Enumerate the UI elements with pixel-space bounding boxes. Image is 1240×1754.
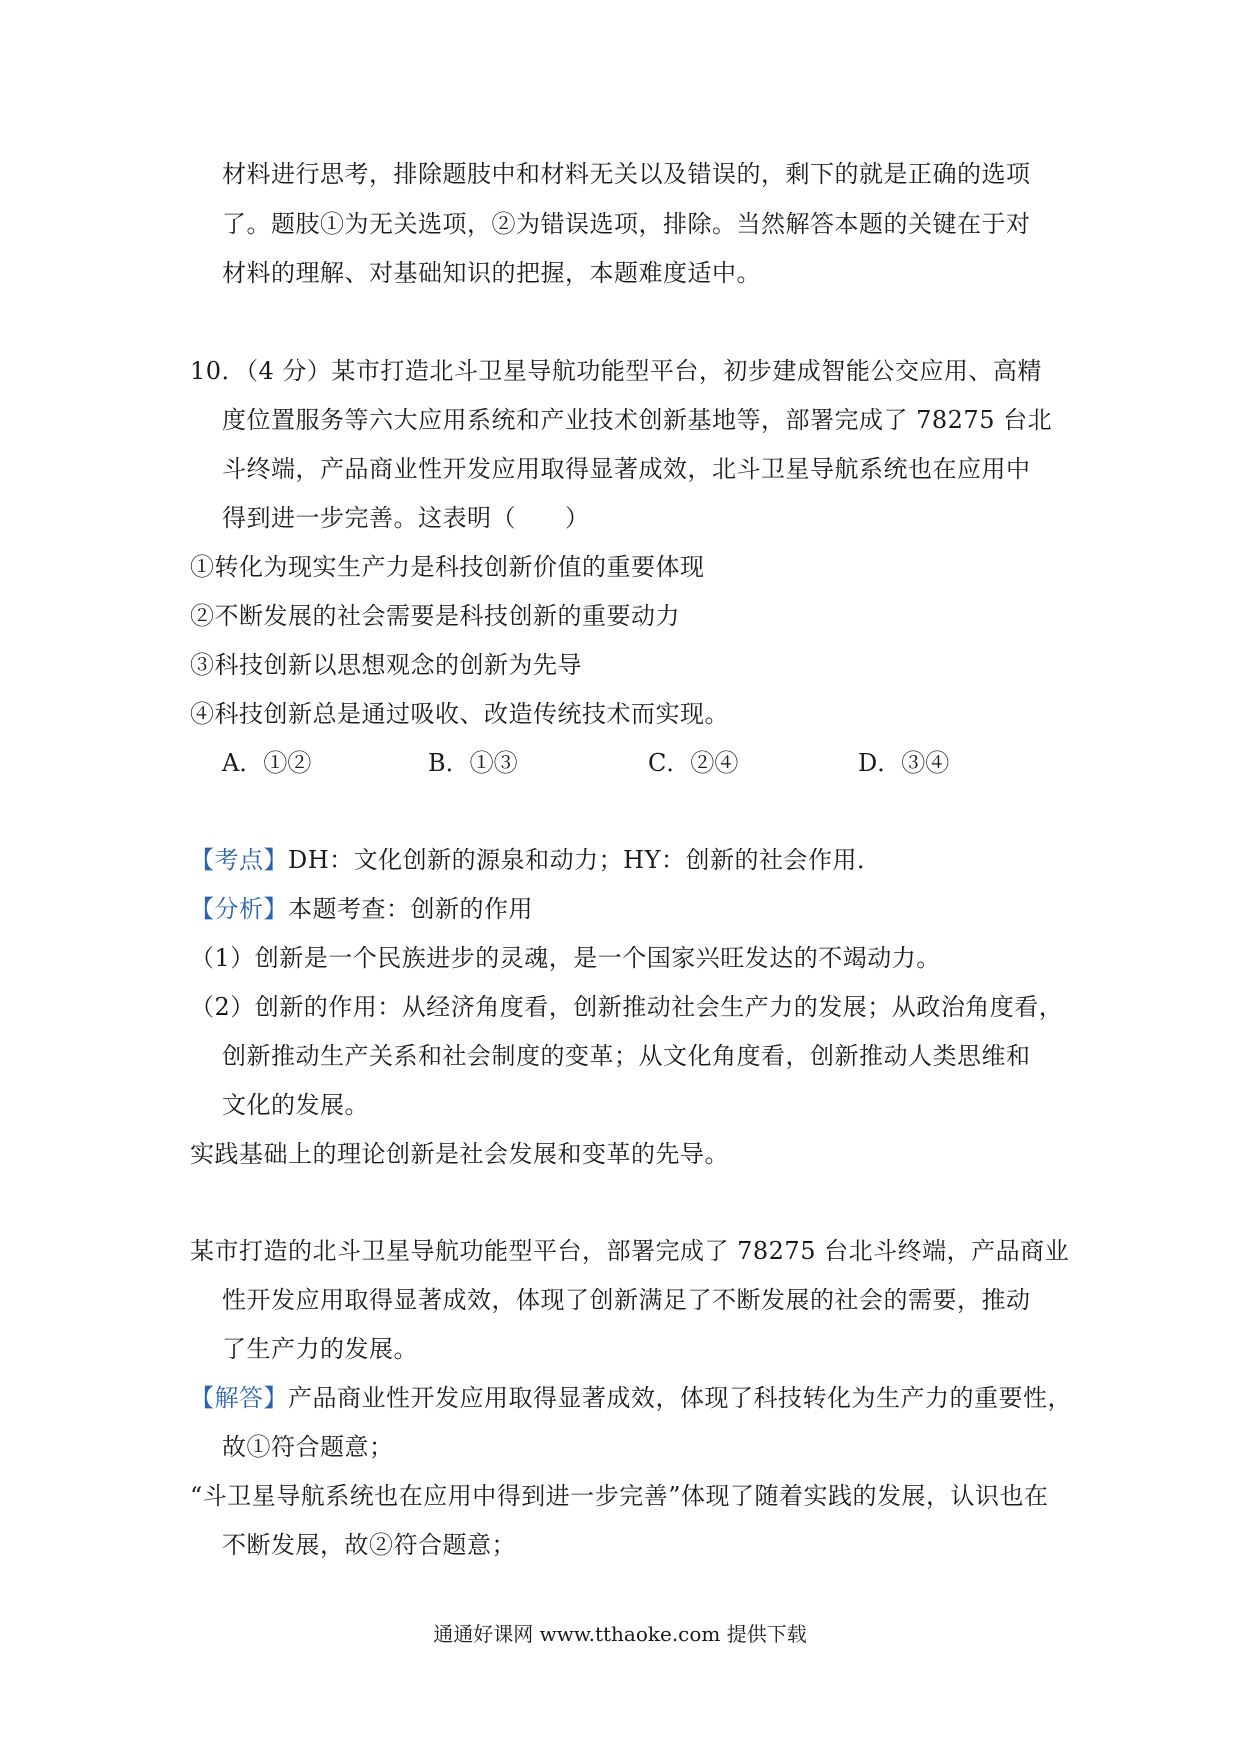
- material-line: 某市打造的北斗卫星导航功能型平台，部署完成了 78275 台北斗终端，产品商业: [190, 1237, 1070, 1265]
- fenxi-tag: 【分析】: [190, 895, 288, 923]
- kaodian-text: DH：文化创新的源泉和动力；HY：创新的社会作用．: [288, 846, 882, 874]
- intro-line: 了。题肢①为无关选项，②为错误选项，排除。当然解答本题的关键在于对: [222, 210, 1031, 238]
- jieda-detail: “斗卫星导航系统也在应用中得到进一步完善”体现了随着实践的发展，认识也在: [190, 1482, 1049, 1510]
- kaodian-line: [190, 844, 881, 876]
- fenxi-detail: 文化的发展。: [222, 1091, 369, 1119]
- question-line: 斗终端，产品商业性开发应用取得显著成效，北斗卫星导航系统也在应用中: [222, 455, 1031, 483]
- jieda-line: [190, 1382, 1072, 1414]
- page-footer: 通通好课网 www.tthaoke.com 提供下载: [433, 1622, 807, 1646]
- question-line: 度位置服务等六大应用系统和产业技术创新基地等，部署完成了 78275 台北: [222, 406, 1053, 434]
- jieda-text: 产品商业性开发应用取得显著成效，体现了科技转化为生产力的重要性，: [288, 1384, 1072, 1412]
- fenxi-text: 本题考查：创新的作用: [288, 895, 533, 923]
- intro-line: 材料进行思考，排除题肢中和材料无关以及错误的，剩下的就是正确的选项: [222, 160, 1031, 188]
- jieda-tag: 【解答】: [190, 1384, 288, 1412]
- statement-item: ④科技创新总是通过吸收、改造传统技术而实现。: [190, 700, 729, 728]
- fenxi-detail: 实践基础上的理论创新是社会发展和变革的先导。: [190, 1140, 729, 1168]
- fenxi-detail: （1）创新是一个民族进步的灵魂，是一个国家兴旺发达的不竭动力。: [190, 944, 941, 972]
- option-a: A．①②: [222, 749, 312, 777]
- option-b: B．①③: [428, 749, 518, 777]
- statement-item: ③科技创新以思想观念的创新为先导: [190, 651, 582, 679]
- question-line: 得到进一步完善。这表明（ ）: [222, 504, 590, 532]
- option-c: C．②④: [648, 749, 739, 777]
- kaodian-tag: 【考点】: [190, 846, 288, 874]
- material-line: 了生产力的发展。: [222, 1335, 418, 1363]
- statement-item: ①转化为现实生产力是科技创新价值的重要体现: [190, 553, 705, 581]
- fenxi-line: [190, 893, 533, 925]
- intro-line: 材料的理解、对基础知识的把握，本题难度适中。: [222, 259, 761, 287]
- jieda-detail: 不断发展，故②符合题意；: [222, 1531, 516, 1559]
- jieda-detail: 故①符合题意；: [222, 1433, 394, 1461]
- fenxi-detail: （2）创新的作用：从经济角度看，创新推动社会生产力的发展；从政治角度看，: [190, 993, 1064, 1021]
- question-line: 10．（4 分）某市打造北斗卫星导航功能型平台，初步建成智能公交应用、高精: [190, 357, 1042, 385]
- option-d: D．③④: [858, 749, 950, 777]
- statement-item: ②不断发展的社会需要是科技创新的重要动力: [190, 602, 680, 630]
- material-line: 性开发应用取得显著成效，体现了创新满足了不断发展的社会的需要，推动: [222, 1286, 1031, 1314]
- fenxi-detail: 创新推动生产关系和社会制度的变革；从文化角度看，创新推动人类思维和: [222, 1042, 1031, 1070]
